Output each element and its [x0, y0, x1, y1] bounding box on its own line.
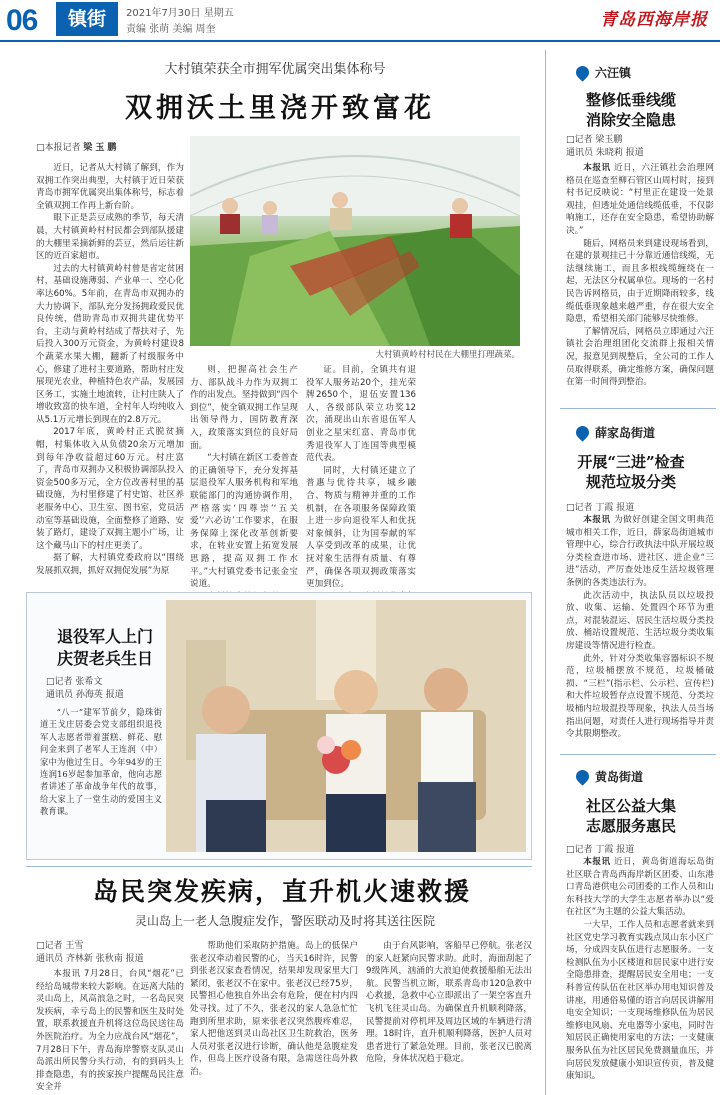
paragraph: 此次活动中，执法队员以垃圾投放、收集、运输、处置四个环节为重点，对混装混运、居民生活垃圾分类投放、桶站设置规范、生活垃圾分类收集房建设等情况进行检查。 [566, 590, 714, 651]
paragraph: 此外，针对分类收集容器标识不规范，垃圾桶摆放不规范，垃圾桶破损、“三栏”(指示栏、公示栏、宣传栏)和大件垃圾暂存点设置不规范、分类垃圾桶内垃圾混投等现象，执法人员当场指出问题，对责任人进行现场指导并责令其限期整改。 [566, 653, 714, 740]
right-byline-1 [566, 134, 644, 160]
location-pin-icon [573, 63, 591, 81]
story3-byline-2: 通讯员 齐林新 张秋南 报道 [36, 954, 144, 964]
story3-column-1 [36, 968, 184, 1092]
location-huangdao [576, 768, 643, 785]
right-byline-2: □记者 丁霞 报道 [566, 503, 635, 513]
paragraph: 近日，记者从大村镇了解到，作为双拥工作突出典型，大村镇于近日荣获青岛市拥军优属突出集体称号，标志着全镇双拥工作再上新台阶。 [36, 163, 184, 211]
location-xuejiadao [576, 424, 655, 441]
location-liuwang [576, 64, 631, 81]
veteran-illustration [166, 600, 526, 852]
paragraph: 帮助他们采取防护措施。岛上的低保户张老汉牵动着民警的心，当天16时许，民警到张老汉家查看情况，结果却发现家里大门紧闭，张老汉不在家中。张老汉已经75岁，民警担心他独自外出会有危险，便在村内四处寻找。过了不久，张老汉的家人急急忙忙跑到所里求助，原来张老汉突然腹疼难忍，家人把他送到灵山岛社区卫生院救治，医务人员对张老汉进行诊断，确认他是急腹症发作，但岛上医疗设备有限，急需送往岛外救治。 [190, 941, 358, 1077]
photo-caption: 大村镇黄岭村村民在大棚里打理蔬菜。 [375, 350, 520, 360]
paragraph: 同时，大村镇还建立了普惠与优待共享，城乡融合、物质与精神并重的工作机制，在各项服务保障政策上进一步向退役军人和优抚对象倾斜，让为国奉献的军人享受到改革的成果，让优抚对象生活得有质量、有尊严，确保各项双拥政策落实更加到位。 [306, 465, 416, 590]
paragraph: 为做好创建全国文明典范城市相关工作，近日，薛家岛街道城市管理中心，综合行政执法中队开展垃圾分类检查进市场、进社区、进企业“三进”活动，严厉查处违反生活垃圾管理条例的各类违法行为。 [566, 515, 714, 588]
right-headline-2: 开展“三进”检查 规范垃圾分类 [577, 453, 685, 491]
feature-byline-2: 通讯员 孙海英 报道 [46, 690, 124, 700]
lead-column-1 [36, 162, 184, 582]
paragraph: 本报讯 7月28日，台风“烟花”已经给岛城带来较大影响。在远离大陆的灵山岛上，风高浪急之时，一名岛民突发疾病，幸亏岛上的民警和医生及时处置，联系救援直升机将这位岛民送往岛外医院治疗。为全力应战台风“烟花”，7月28日下午，青岛海岸警察支队灵山岛派出所民警分头行动，有的到码头上排查隐患，有的挨家挨户提醒岛民注意安全并 [36, 969, 184, 1093]
section-rule [26, 866, 532, 867]
column-divider [545, 50, 546, 1095]
paragraph: 过去的大村镇黄岭村曾是省定贫困村，基础设施薄弱、产业单一、空心化率达60%。5年前，在青岛市双拥办的大力协调下，部队充分发扬拥政爱民优良传统，借助青岛市双拥共建优势平台，主动与黄岭村结成了帮扶对子，先后投入300万元资金，为黄岭村建设8个蔬菜水果大棚，翻新了村级服务中心，修建了进村主要道路，帮助村庄发展现光农业，种植特色农产品，发展园区务工，实施土地流转，让村庄陕人了增收致富的快车道，全村年人均纯收入从5.1万元增长到现在的2.8万元。 [36, 263, 184, 425]
lead-headline: 双拥沃土里浇开致富花 [125, 93, 435, 124]
story3-column-3 [366, 940, 532, 1092]
feature-body [40, 706, 162, 854]
newspaper-logo: 青岛西海岸报 [600, 10, 708, 30]
right-byline-1b: 通讯员 朱晓莉 报道 [566, 148, 644, 158]
paragraph: 近日，六汪镇社会治理网格员在巡查至柳石管区山周村时，接到村书记反映说：“村里正在建设一处景观挂，但透址处通信线缆低垂，不仅影响施工，还存在安全隐患，希望协助解决。” [566, 163, 714, 236]
byline-name: 梁玉鹏 [83, 143, 120, 153]
feature-byline-1: □记者 张希文 [46, 677, 103, 687]
paragraph: 一大早，工作人员和志愿者就来到社区党史学习教育实践点凤山东小区广场，分成四支队伍进行志愿服务。一支检测队伍为小区楼道和居民家中进行安全隐患排查，提醒居民安全用电；一支科普宣传队伍在社区举办用电知识普及讲座，用通俗易懂的语言向居民讲解用电安全知识；一支现场维修队伍为居民维修电风扇、充电器等小家电，同时告知居民正确使用家电的方法；一支健康服务队伍为社区居民免费测量血压，并向居民发放健康小知识宣传页，普及健康知识。 [566, 919, 714, 1082]
editor-credits: 责编 张萌 美编 周奎 [126, 24, 216, 35]
paragraph: 眼下正是芸豆成熟的季节，每天清晨，大村镇黄岭村村民都会到部队援建的大棚里采摘新鲜的芸豆，然后运往新区的近百家超市。 [36, 213, 184, 262]
greenhouse-photo [190, 136, 520, 346]
paragraph: 随后，网格员来到建设现场看到，在建的景观挂已十分靠近通信线缆，无法继续施工，而且多根线缆缠绕在一起，无法区分权属单位。现场的一名村民告诉网格员，由于近期降雨较多，线缆低垂现象越来越严重，存在很大安全隐患，希望相关部门能够尽快维修。 [566, 238, 714, 325]
paragraph: “八一”建军节前夕，隐珠街道王戈庄居委会党支部组织退役军人志愿者带着蛋糕、鲜花、慰问金来到了老军人王连润（中）家中为他过生日。今年94岁的王连润16岁起参加革命，他向志愿者讲述了革命战争年代的故事，给大家上了一堂生动的爱国主义教育课。 [40, 707, 162, 817]
right-headline-3: 社区公益大集 志愿服务惠民 [585, 797, 676, 835]
location-label: 六汪镇 [595, 66, 632, 80]
right-byline-3: □记者 丁霞 报道 [566, 845, 635, 855]
veteran-birthday-photo [166, 600, 526, 852]
paragraph: 2017年底，黄岭村正式脱贫摘帽，村集体收入从负债20余万元增加到每年净收益超过60万元。村庄富了，青岛市双拥办又积极协调部队投入资金500多万元，全方位改善村里的基础设施，为村里修建了村史馆、社区养老服务中心、卫生室、图书室，党员活动室等基础设施，全面整修了道路、安装了路灯，建设了双拥主题小广场，让这个藏马山下的村庄更美了。 [36, 427, 184, 551]
lead-byline [36, 140, 119, 153]
lede-label: 本报讯 [583, 515, 611, 525]
masthead-rule [0, 40, 720, 42]
location-label: 薛家岛街道 [595, 426, 656, 440]
story3-subhead: 灵山岛上一老人急腹症发作，警医联动及时将其送往医院 [134, 914, 435, 928]
page-number: 06 [6, 4, 38, 37]
right-divider [560, 408, 716, 409]
byline-label: □本报记者 [36, 143, 81, 153]
lead-column-2 [190, 364, 298, 590]
greenhouse-illustration [190, 136, 520, 346]
feature-headline-text: 退役军人上门 庆贺老兵生日 [56, 627, 153, 668]
location-pin-icon [573, 423, 591, 441]
right-body-2 [566, 514, 714, 750]
paragraph: 由于台风影响，客船早已停航。张老汉的家人赶紧向民警求助。此时，海面刮起了9级阵风，汹涌的大浪迫使救援船舶无法出航。民警当机立断，联系青岛市120急救中心救援，急救中心立即派出了一架空客直升飞机飞往灵山岛。为确保直升机顺利降落，民警提前对停机坪及周边区域的车辆进行清理。18时许，直升机顺利降落，医护人员对患者进行了紧急处理。目前，张老汉已脱离危险，身体状况趋于稳定。 [366, 941, 532, 1065]
section-badge: 镇街 [56, 2, 118, 36]
lede-label: 本报讯 [583, 163, 611, 173]
right-body-3 [566, 856, 714, 1092]
story3-byline [36, 940, 144, 966]
paragraph: “大村镇在新区工委普查的正确领导下，充分发挥基层退役军人服务机构和军地联能部门的沟通协调作用，严格落实‘四尊崇’‘五关爱’‘六必访’工作要求，在服务保障上深化改革创新要求，在转业安置上拓宽发展思路，提高双拥工作水平。”大村镇党委书记张金宝说道。 [190, 453, 298, 590]
paragraph: 据了解，大村镇党委政府以“围绕发展抓双拥，抓好双拥促发展”为原 [36, 553, 184, 576]
location-pin-icon [573, 767, 591, 785]
paragraph: 则，把握高社会生产力、部队战斗力作为双拥工作的出发点。坚持做到“四个到位”，使全镇双拥工作呈现出领导得力，国防教育深入，政策落实到位的良好局面。 [190, 365, 298, 451]
story3-headline: 岛民突发疾病，直升机火速救援 [92, 877, 471, 906]
paragraph: 了解情况后，网格员立即通过六汪镇社会治理组团化交流群上报相关情况，报意见到规整后，全公司的工作人员取得联系，确定维修方案，确保问题在第一时间得到整治。 [566, 326, 714, 388]
lede-label: 本报讯 [583, 857, 611, 867]
feature-headline [46, 626, 164, 670]
lead-column-3 [306, 364, 416, 590]
location-label: 黄岛街道 [595, 770, 644, 784]
right-byline-1a: □记者 梁玉鹏 [566, 135, 623, 145]
right-body-1 [566, 162, 714, 402]
story3-column-2 [190, 940, 358, 1092]
lead-subhead: 大村镇荣获全市拥军优属突出集体称号 [164, 62, 386, 77]
story3-byline-1: □记者 王雪 [36, 941, 84, 951]
paragraph: 证。目前，全镇共有退役军人服务站20个，挂光荣牌2650个，退伍安置136人，各级部队荣立功奖12次，涌现出山东省退伍军人创业之星宋红富、青岛市优秀退役军人丁连国等典型模范代表。 [306, 365, 416, 464]
issue-date: 2021年7月30日 星期五 [126, 8, 234, 19]
feature-byline [46, 676, 124, 702]
paragraph: 近日，黄岛街道海坛岛街社区联合青岛西海岸新区团委、山东港口青岛港供电公司团委的工作人员和山东科技大学的大学生志愿者举办以“爱在社区”为主题的公益大集活动。 [566, 857, 714, 918]
right-headline-1: 整修低垂线缆 消除安全隐患 [585, 91, 676, 129]
right-divider [560, 754, 716, 755]
